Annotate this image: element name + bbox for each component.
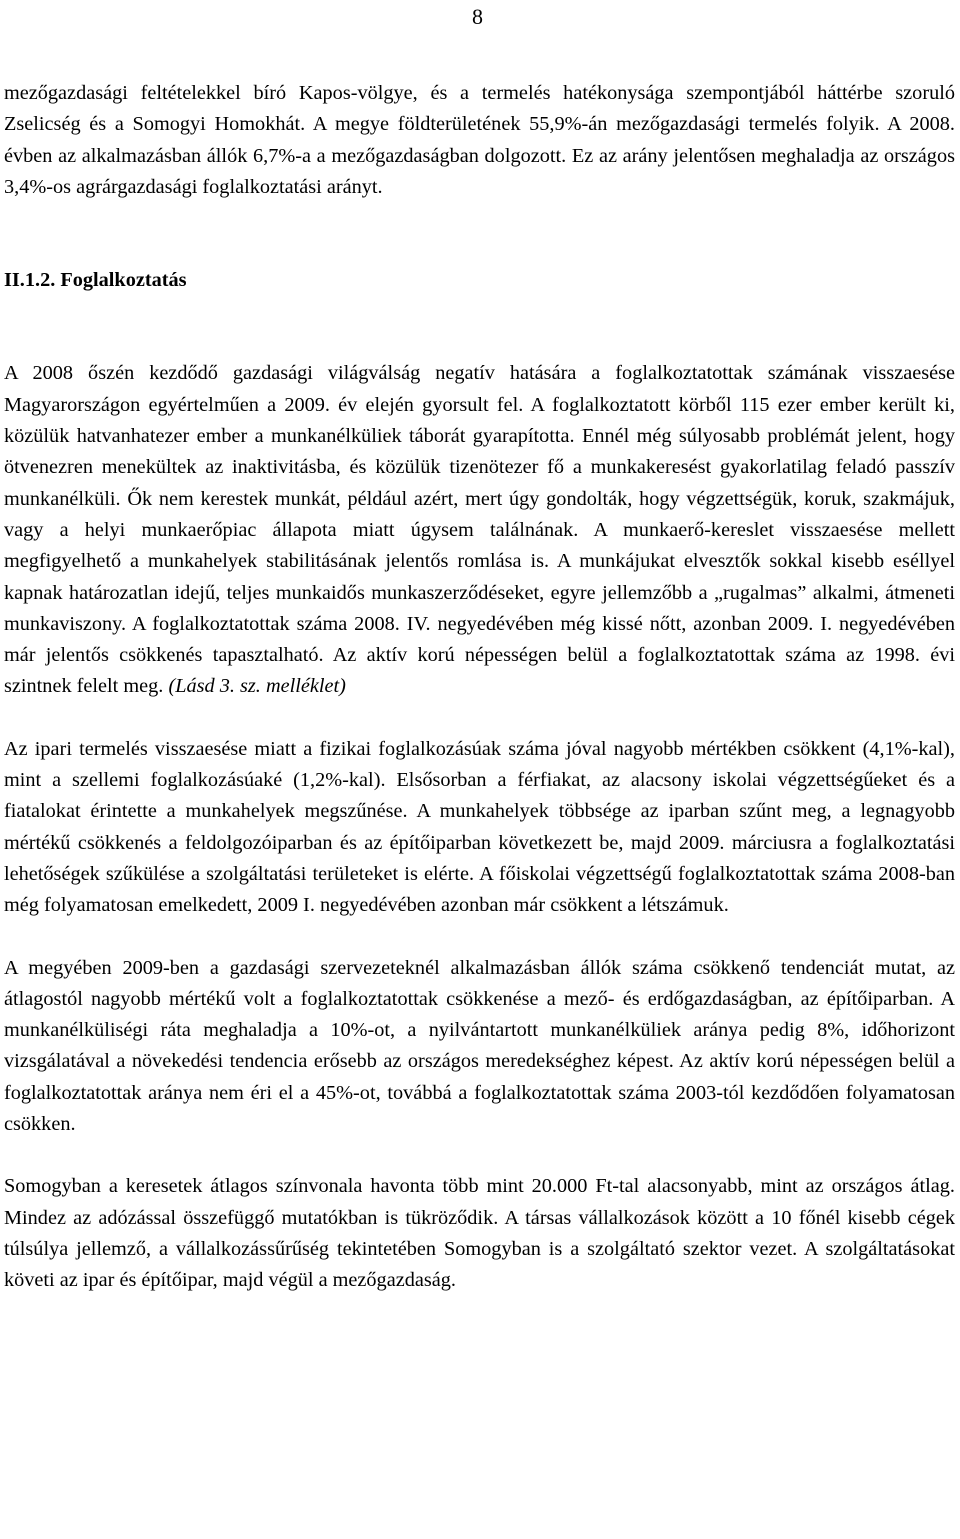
paragraph-employment-crisis (4, 358, 955, 702)
section-heading: II.1.2. Foglalkoztatás (4, 269, 187, 292)
paragraph-wages: Somogyban a keresetek átlagos színvonala havonta több mint 20.000 Ft-tal alacsonyabb, mint az országos átlag. Mindez az adózással összefüggő mutatókban is tükröződik. A társas vállalkozások között a 10 főnél kisebb cégek túlsúlya jellemző, a vállalkozássűrűség tekintetében Somogyban is a szolgáltató szektor vezet. A szolgáltatásokat követi az ipar és építőipar, majd végül a mezőgazdaság. (4, 1175, 955, 1292)
spacer (4, 703, 955, 734)
document-body (4, 78, 955, 1297)
spacer (4, 296, 955, 358)
spacer (4, 922, 955, 953)
paragraph-industrial-decline: Az ipari termelés visszaesése miatt a fizikai foglalkozásúak száma jóval nagyobb mértékben csökkent (4,1%-kal), mint a szellemi foglalkozásúaké (1,2%-kal). Elsősorban a férfiakat, az alacsony iskolai végzettségűeket és a fiatalokat érintette a munkahelyek megszűnése. A munkahelyek többsége az iparban szűnt meg, a legnagyobb mértékű csökkenés a feldolgozóiparban és az építőiparban következett be, majd 2009. márciusra a foglalkoztatási lehetőségek szűkülése a szolgáltatási területeket is elérte. A főiskolai végzettségű foglalkoztatottak száma 2008-ban még folyamatosan emelkedett, 2009 I. negyedévében azonban már csökkent a létszámuk. (4, 737, 955, 917)
paragraph-county-employment: A megyében 2009-ben a gazdasági szervezeteknél alkalmazásban állók száma csökkenő tendenciát mutat, az átlagostól nagyobb mértékű volt a foglalkoztatottak csökkenése a mező- és erdőgazdaságban, az építőiparban. A munkanélküliségi ráta meghaladja a 10%-ot, a nyilvántartott munkanélküliek aránya pedig 8%, időhorizont vizsgálatával a növekedési tendencia erősebb az országos meredekséghez képest. Az aktív korú népességen belül a foglalkoztatottak aránya nem éri el a 45%-ot, továbbá a foglalkoztatottak száma 2003-tól kezdődően folyamatosan csökken. (4, 956, 955, 1136)
page-number: 8 (472, 4, 483, 29)
paragraph-agriculture: mezőgazdasági feltételekkel bíró Kapos-völgye, és a termelés hatékonysága szempontjából háttérbe szoruló Zselicség és a Somogyi Homokhát. A megye földterületének 55,9%-án mezőgazdasági termelés folyik. A 2008. évben az alkalmazásban állók 6,7%-a a mezőgazdaságban dolgozott. Ez az arány jelentősen meghaladja az országos 3,4%-os agrárgazdasági foglalkoztatási arányt. (4, 82, 955, 198)
spacer (4, 203, 955, 265)
spacer (4, 1140, 955, 1171)
appendix-reference: (Lásd 3. sz. melléklet) (168, 675, 346, 698)
paragraph-employment-crisis-text: A 2008 őszén kezdődő gazdasági világválság negatív hatására a foglalkoztatottak számának visszaesése Magyarországon egyértelműen a 2009. év elején gyorsult fel. A foglalkoztatott körből 115 ezer ember került ki, közülük hatvanhatezer ember a munkanélküliek táborát gyarapította. Ennél még súlyosabb problémát jelent, hogy ötvenezren menekültek az inaktivitásba, és közülük tizenötezer fő a munkakeresést gyakorlatilag feladó passzív munkanélküli. Ők nem kerestek munkát, például azért, mert úgy gondolták, hogy végzettségük, koruk, szakmájuk, vagy a helyi munkaerőpiac állapota miatt úgysem találnának. A munkaerő-kereslet visszaesése mellett megfigyelhető a munkahelyek stabilitásának jelentős romlása is. A munkájukat elvesztők sokkal kisebb eséllyel kapnak határozatlan idejű, teljes munkaidős munkaszerződéseket, egyre jellemzőbb a „rugalmas” alkalmi, átmeneti munkaviszony. A foglalkoztatottak száma 2008. IV. negyedévében még kissé nőtt, azonban 2009. I. negyedévében már jelentős csökkenés tapasztalható. Az aktív korú népességen belül a foglalkoztatottak száma az 1998. évi szintnek felelt meg. (4, 362, 955, 698)
